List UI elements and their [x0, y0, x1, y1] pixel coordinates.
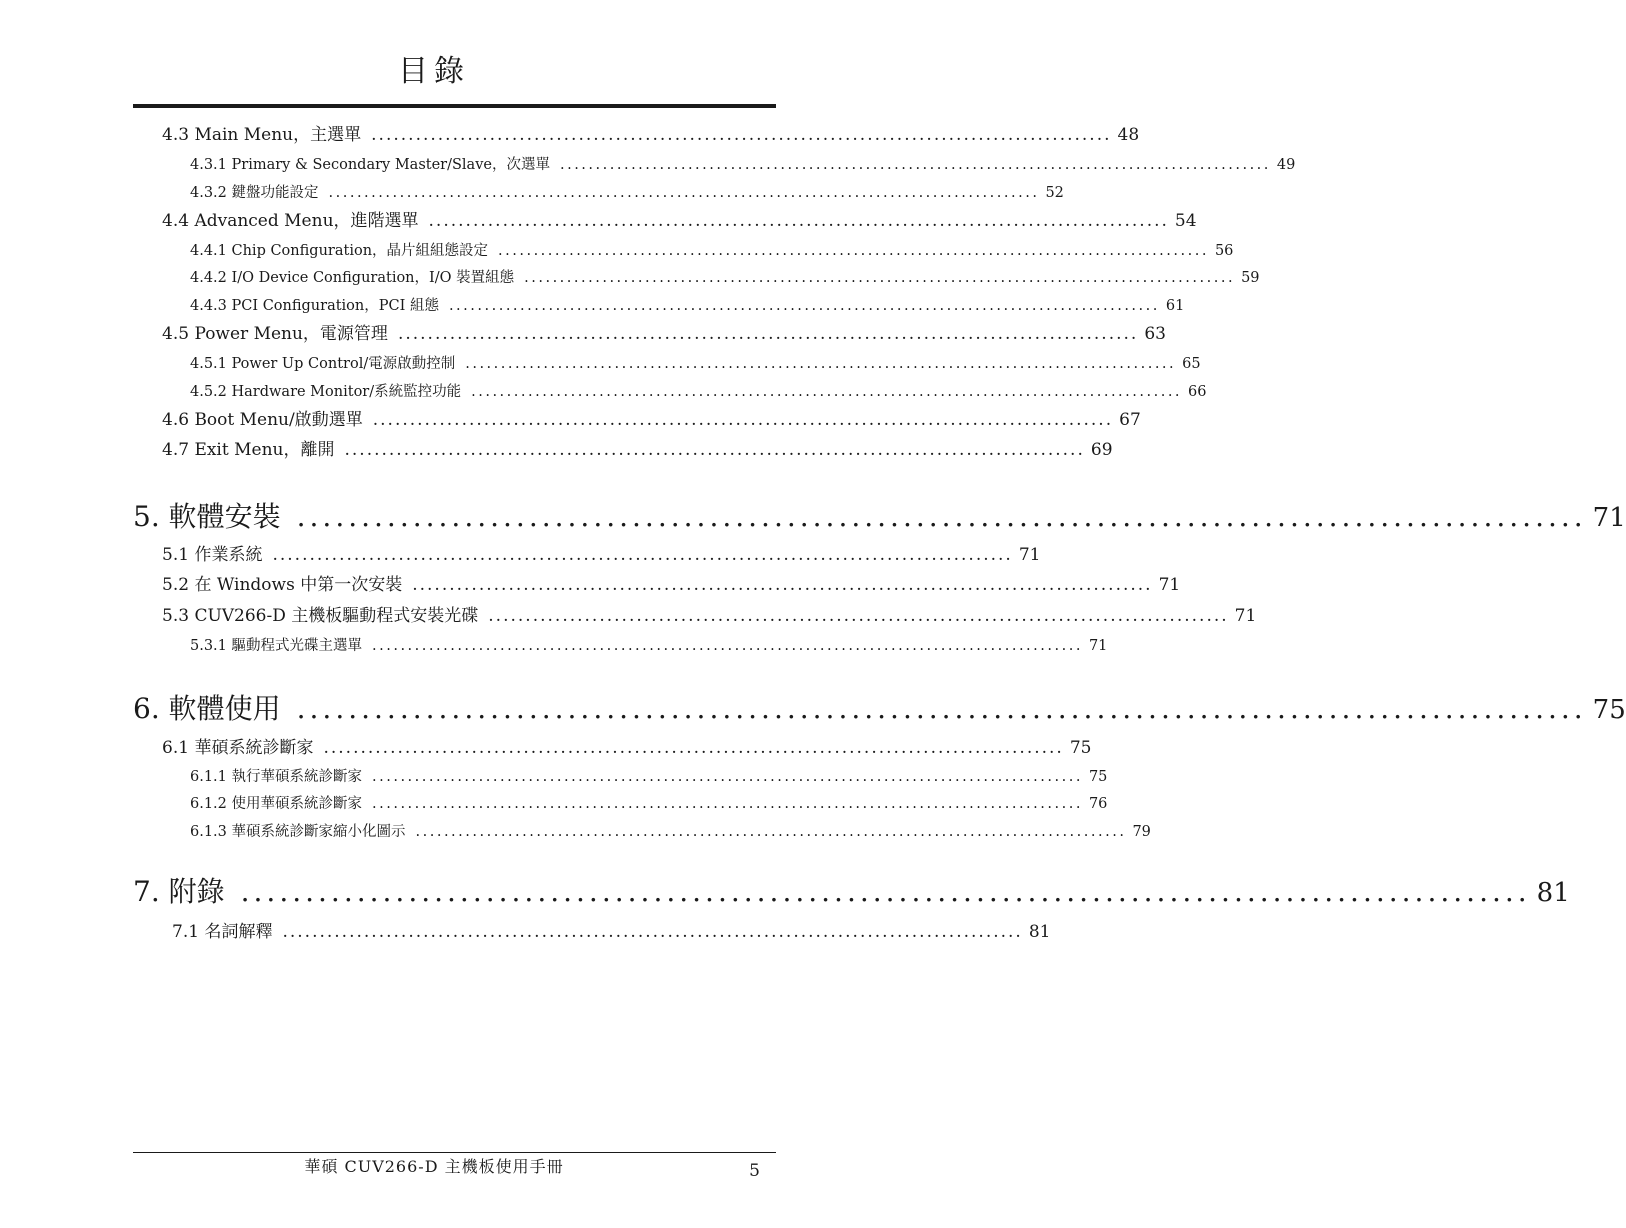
- dot-leader: ....................................................................................................: [428, 211, 1169, 231]
- toc-entry-page: 59: [1241, 270, 1260, 286]
- toc-entry-4-5-1[interactable]: [190, 353, 1201, 375]
- toc-entry-5-3[interactable]: [162, 604, 1257, 628]
- dot-leader: ....................................................................................................: [296, 500, 1587, 533]
- toc-entry-4-4-1[interactable]: [190, 240, 1234, 262]
- dot-leader: ....................................................................................................: [488, 606, 1229, 626]
- toc-entry-label: 4.6 Boot Menu/啟動選單: [162, 410, 363, 430]
- dot-leader: ....................................................................................................: [471, 384, 1183, 400]
- toc-entry-4-5-2[interactable]: [190, 381, 1207, 403]
- toc-entry-4-6[interactable]: [162, 408, 1141, 432]
- toc-entry-label: 4.7 Exit Menu，離開: [162, 440, 335, 460]
- dot-leader: ....................................................................................................: [465, 356, 1177, 372]
- bottom-divider: [133, 1152, 776, 1153]
- toc-entry-5-3-1[interactable]: [190, 635, 1108, 657]
- toc-entry-label: 4.3.2 鍵盤功能設定: [190, 185, 319, 201]
- toc-entry-4-7[interactable]: [162, 438, 1113, 462]
- toc-chapter-5[interactable]: [133, 497, 1626, 537]
- toc-entry-label: 4.5.2 Hardware Monitor/系統監控功能: [190, 384, 462, 400]
- dot-leader: ....................................................................................................: [296, 692, 1587, 725]
- toc-entry-page: 75: [1088, 769, 1108, 785]
- toc-entry-label: 4.4 Advanced Menu，進階選單: [162, 211, 419, 231]
- toc-entry-6-1-3[interactable]: [190, 821, 1151, 843]
- toc-entry-label: 7.1 名詞解釋: [172, 922, 273, 942]
- toc-entry-4-3[interactable]: [162, 123, 1140, 147]
- toc-entry-label: 4.3 Main Menu，主選單: [162, 125, 362, 145]
- toc-entry-label: 4.5 Power Menu，電源管理: [162, 324, 388, 344]
- toc-entry-page: 71: [1234, 606, 1257, 626]
- toc-entry-label: 4.4.1 Chip Configuration，晶片組組態設定: [190, 243, 489, 259]
- dot-leader: ....................................................................................................: [372, 410, 1114, 430]
- toc-entry-page: 54: [1174, 211, 1197, 231]
- toc-entry-5-2[interactable]: [162, 573, 1181, 597]
- toc-entry-5-1[interactable]: [162, 543, 1041, 567]
- dot-leader: ....................................................................................................: [397, 324, 1139, 344]
- toc-chapter-page: 81: [1536, 878, 1570, 908]
- toc-chapter-page: 75: [1592, 695, 1626, 725]
- dot-leader: ....................................................................................................: [372, 638, 1083, 654]
- toc-entry-label: 6.1 華碩系統診斷家: [162, 738, 314, 758]
- toc-entry-label: 4.5.1 Power Up Control/電源啟動控制: [190, 356, 456, 372]
- dot-leader: ....................................................................................................: [240, 875, 1531, 908]
- footer-page-number: 5: [749, 1161, 760, 1181]
- toc-entry-4-4-2[interactable]: [190, 267, 1260, 289]
- footer-manual-title: 華碩 CUV266-D 主機板使用手冊: [304, 1157, 564, 1176]
- toc-entry-label: 6.1.2 使用華碩系統診斷家: [190, 796, 363, 812]
- dot-leader: ....................................................................................................: [272, 545, 1013, 565]
- toc-entry-page: 71: [1158, 575, 1181, 595]
- dot-leader: ....................................................................................................: [344, 440, 1085, 460]
- toc-entry-label: 4.3.1 Primary & Secondary Master/Slave，次選單: [190, 157, 550, 173]
- toc-entry-6-1-2[interactable]: [190, 793, 1108, 815]
- toc-chapter-7[interactable]: [133, 872, 1570, 912]
- toc-entry-page: 76: [1088, 796, 1108, 812]
- dot-leader: ....................................................................................................: [372, 796, 1083, 812]
- dot-leader: ....................................................................................................: [412, 575, 1153, 595]
- toc-chapter-page: 71: [1592, 503, 1626, 533]
- toc-chapter-label: 7. 附錄: [133, 875, 225, 908]
- toc-entry-page: 71: [1018, 545, 1041, 565]
- toc-entry-label: 6.1.1 執行華碩系統診斷家: [190, 769, 363, 785]
- dot-leader: ....................................................................................................: [323, 738, 1064, 758]
- toc-entry-6-1-1[interactable]: [190, 766, 1108, 788]
- dot-leader: ....................................................................................................: [282, 922, 1023, 942]
- toc-entry-page: 61: [1165, 298, 1185, 314]
- toc-chapter-label: 5. 軟體安裝: [133, 500, 281, 533]
- toc-entry-label: 5.3.1 驅動程式光碟主選單: [190, 638, 363, 654]
- toc-entry-4-4-3[interactable]: [190, 295, 1185, 317]
- toc-entry-6-1[interactable]: [162, 736, 1092, 760]
- toc-entry-page: 75: [1069, 738, 1092, 758]
- toc-entry-page: 56: [1214, 243, 1234, 259]
- toc-entry-page: 67: [1119, 410, 1141, 430]
- toc-chapter-label: 6. 軟體使用: [133, 692, 281, 725]
- dot-leader: ....................................................................................................: [524, 270, 1236, 286]
- toc-entry-page: 48: [1117, 125, 1140, 145]
- toc-entry-label: 4.4.3 PCI Configuration，PCI 組態: [190, 298, 439, 314]
- toc-chapter-6[interactable]: [133, 689, 1626, 729]
- toc-entry-4-3-2[interactable]: [190, 182, 1064, 204]
- dot-leader: ....................................................................................................: [415, 824, 1127, 840]
- toc-entry-page: 66: [1188, 384, 1207, 400]
- toc-entry-page: 69: [1090, 440, 1113, 460]
- toc-entry-label: 6.1.3 華碩系統診斷家縮小化圖示: [190, 824, 406, 840]
- toc-entry-7-1[interactable]: [172, 920, 1051, 944]
- toc-entry-4-3-1[interactable]: [190, 154, 1296, 176]
- toc-entry-page: 79: [1132, 824, 1151, 840]
- toc-entry-page: 65: [1182, 356, 1201, 372]
- toc-entry-page: 81: [1028, 922, 1051, 942]
- toc-entry-page: 52: [1045, 185, 1064, 201]
- dot-leader: ....................................................................................................: [559, 157, 1271, 173]
- toc-entry-page: 63: [1144, 324, 1166, 344]
- dot-leader: ....................................................................................................: [372, 769, 1083, 785]
- dot-leader: ....................................................................................................: [448, 298, 1160, 314]
- toc-entry-label: 5.3 CUV266-D 主機板驅動程式安裝光碟: [162, 606, 479, 626]
- toc-entry-page: 71: [1088, 638, 1108, 654]
- toc-entry-label: 5.2 在 Windows 中第一次安裝: [162, 575, 403, 595]
- dot-leader: ....................................................................................................: [498, 243, 1209, 259]
- toc-entry-label: 4.4.2 I/O Device Configuration，I/O 裝置組態: [190, 270, 515, 286]
- dot-leader: ....................................................................................................: [328, 185, 1040, 201]
- page-title: 目錄: [398, 54, 470, 89]
- dot-leader: ....................................................................................................: [371, 125, 1112, 145]
- toc-entry-4-4[interactable]: [162, 209, 1197, 233]
- toc-entry-4-5[interactable]: [162, 322, 1166, 346]
- toc-entry-label: 5.1 作業系統: [162, 545, 263, 565]
- toc-entry-page: 49: [1276, 157, 1296, 173]
